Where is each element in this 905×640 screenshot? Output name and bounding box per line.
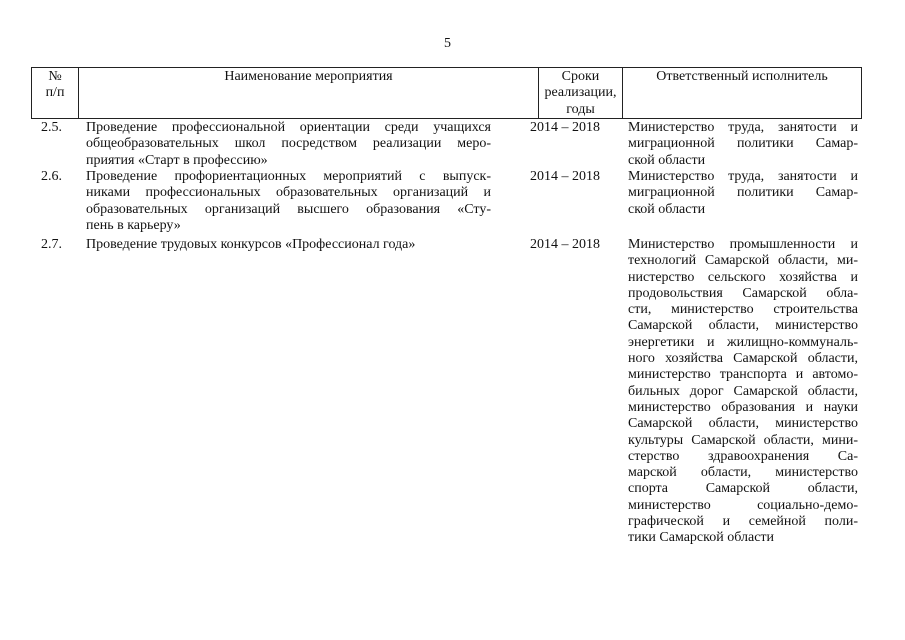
row-executor-line: ской области bbox=[628, 152, 706, 168]
row-executor-line: бильных дорог Самарской области, bbox=[628, 383, 858, 399]
table-header bbox=[31, 67, 862, 119]
row-executor-line: министерство образования и науки bbox=[628, 399, 858, 415]
row-num: 2.6. bbox=[41, 169, 62, 184]
row-name-line: никами профессиональных образовательных организаций и bbox=[86, 185, 491, 201]
row-name-line: Проведение трудовых конкурсов «Профессионал года» bbox=[86, 237, 416, 252]
row-num: 2.7. bbox=[41, 237, 62, 252]
row-executor-line: нистерство сельского хозяйства и bbox=[628, 269, 858, 285]
row-name-line: пень в карьеру» bbox=[86, 217, 181, 233]
row-executor-line: спорта Самарской области, bbox=[628, 481, 858, 497]
row-name bbox=[86, 169, 491, 234]
row-executor-line: миграционной политики Самар- bbox=[628, 136, 858, 152]
row-executor-line: министерство транспорта и автомо- bbox=[628, 367, 858, 383]
row-years: 2014 – 2018 bbox=[530, 120, 600, 135]
header-years-line: годы bbox=[566, 101, 595, 117]
header-years bbox=[539, 68, 623, 118]
row-executor-line: технологий Самарской области, ми- bbox=[628, 253, 858, 269]
header-num bbox=[32, 68, 79, 118]
row-executor bbox=[628, 120, 858, 169]
header-years-line: Сроки bbox=[561, 69, 600, 84]
row-name-line: Проведение профессиональной ориентации среди учащихся bbox=[86, 120, 491, 135]
row-executor-line: Самарской области, министерство bbox=[628, 416, 858, 432]
row-executor-line: миграционной политики Самар- bbox=[628, 185, 858, 201]
row-years: 2014 – 2018 bbox=[530, 169, 600, 184]
header-num-line: п/п bbox=[45, 85, 65, 101]
header-name bbox=[79, 68, 539, 118]
row-executor-line: стерство здравоохранения Са- bbox=[628, 448, 858, 464]
header-executor-text: Ответственный исполнитель bbox=[656, 69, 828, 84]
header-years-line: реализации, bbox=[544, 85, 617, 101]
row-executor-line: графической и семейной поли- bbox=[628, 514, 858, 530]
row-executor-line: культуры Самарской области, мини- bbox=[628, 432, 858, 448]
row-executor-line: Министерство труда, занятости и bbox=[628, 169, 858, 184]
row-name-line: Проведение профориентационных мероприятий с выпуск- bbox=[86, 169, 491, 184]
row-executor-line: Самарской области, министерство bbox=[628, 318, 858, 334]
row-executor-line: Министерство промышленности и bbox=[628, 237, 858, 252]
measures-table bbox=[31, 67, 862, 546]
row-executor-line: тики Самарской области bbox=[628, 530, 775, 546]
row-name-line: общеобразовательных школ посредством реализации меро- bbox=[86, 136, 491, 152]
row-name-line: приятия «Старт в профессию» bbox=[86, 152, 268, 168]
row-executor-line: сти, министерство строительства bbox=[628, 302, 858, 318]
page-number: 5 bbox=[444, 36, 451, 51]
row-executor-line: Министерство труда, занятости и bbox=[628, 120, 858, 135]
header-executor bbox=[623, 68, 861, 118]
row-executor-line: министерство социально-демо- bbox=[628, 497, 858, 513]
row-name bbox=[86, 120, 491, 169]
row-executor bbox=[628, 169, 858, 218]
row-executor bbox=[628, 237, 858, 547]
row-executor-line: продовольствия Самарской обла- bbox=[628, 285, 858, 301]
row-name bbox=[86, 237, 491, 253]
row-executor-line: марской области, министерство bbox=[628, 465, 858, 481]
row-executor-line: ской области bbox=[628, 201, 706, 217]
header-name-text: Наименование мероприятия bbox=[224, 69, 393, 84]
row-name-line: образовательных организаций высшего образования «Сту- bbox=[86, 201, 491, 217]
row-num: 2.5. bbox=[41, 120, 62, 135]
row-executor-line: энергетики и жилищно-коммуналь- bbox=[628, 334, 858, 350]
row-years: 2014 – 2018 bbox=[530, 237, 600, 252]
row-executor-line: ного хозяйства Самарской области, bbox=[628, 351, 858, 367]
header-num-line: № bbox=[48, 69, 62, 84]
